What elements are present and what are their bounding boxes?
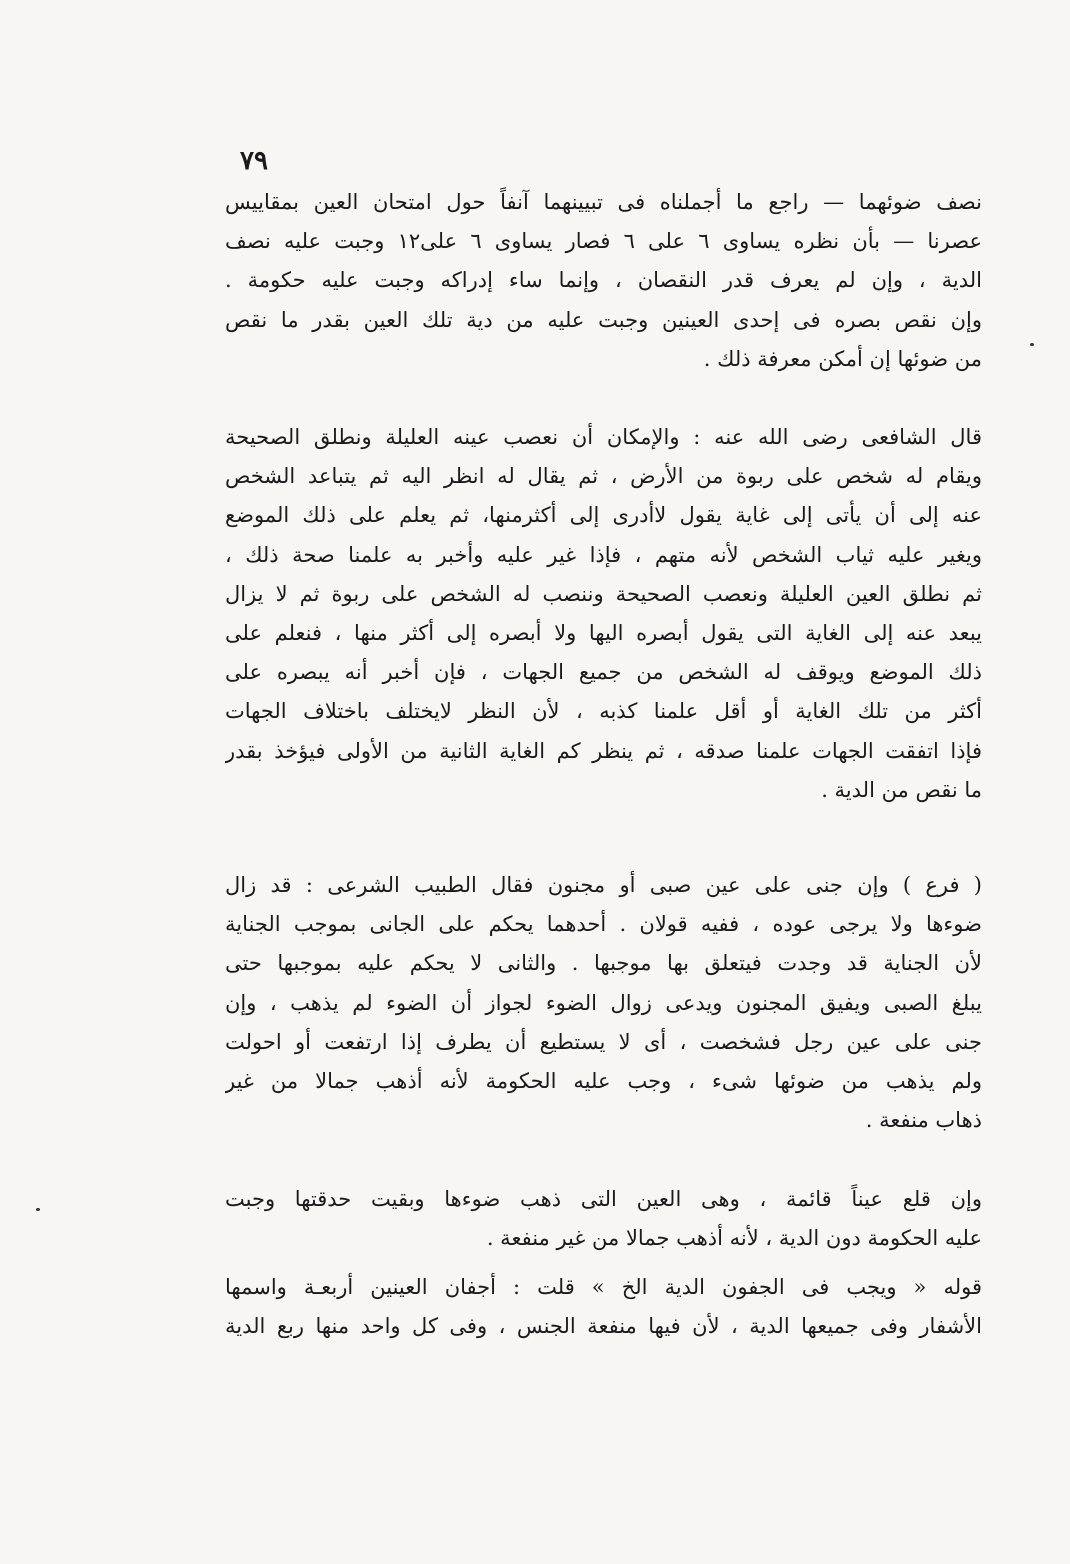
paragraph-2 [225,418,982,810]
text-line: جنى على عين رجل فشخصت ، أى لا يستطيع أن يطرف إذا ارتفعت أو احولت [225,1029,982,1054]
text-line: يبلغ الصبى ويفيق المجنون ويدعى زوال الضوء لجواز أن الضوء لم يذهب ، وإن [225,990,982,1015]
text-line: عنه إلى أن يأتى إلى غاية يقول لاأدرى إلى أكثرمنها، ثم يعلم على ذلك الموضع [225,503,982,528]
paragraph-5 [225,1268,982,1346]
scan-speck [1030,343,1034,346]
text-line: قال الشافعى رضى الله عنه : والإمكان أن نعصب عينه العليلة ونطلق الصحيحة [225,425,982,449]
text-line: ضوءها ولا يرجى عوده ، ففيه قولان . أحدهما يحكم على الجانى بموجب الجناية [225,912,982,937]
text-line: عليه الحكومة دون الدية ، لأنه أذهب جمالا من غير منفعة . [486,1226,982,1251]
text-line: وإن قلع عيناً قائمة ، وهى العين التى ذهب ضوءها وبقيت حدقتها وجبت [225,1187,982,1211]
text-line: الدية ، وإن لم يعرف قدر النقصان ، وإنما ساء إدراكه وجبت عليه حكومة . [225,268,982,293]
paragraph-3 [225,866,982,1140]
text-line: أكثر من تلك الغاية أو أقل علمنا كذبه ، لأن النظر لايختلف باختلاف الجهات [225,699,982,724]
text-line: ويقام له شخص على ربوة من الأرض ، ثم يقال له انظر اليه ثم يتباعد الشخص [225,464,982,489]
text-line: ولم يذهب من ضوئها شىء ، وجب عليه الحكومة لأنه أذهب جمالا من غير [225,1068,982,1093]
text-line: ما نقص من الدية . [821,777,982,802]
page-number: ٧٩ [240,146,268,176]
text-line: الأشفار وفى جميعها الدية ، لأن فيها منفعة الجنس ، وفى كل واحد منها ربع الدية [225,1314,982,1339]
text-line: ذهاب منفعة . [865,1108,982,1133]
text-line: ذلك الموضع ويوقف له الشخص من جميع الجهات ، فإن أخبر أنه يبصره على [225,660,982,685]
text-line: فإذا اتفقت الجهات علمنا صدقه ، ثم ينظر كم الغاية الثانية من الأولى فيؤخذ بقدر [225,738,982,763]
text-line: ( فرع ) وإن جنى على عين صبى أو مجنون فقال الطبيب الشرعى : قد زال [225,873,982,897]
scan-speck [36,1208,40,1211]
text-line: ويغير عليه ثياب الشخص لأنه متهم ، فإذا غير عليه وأخبر به علمنا صحة ذلك ، [225,542,982,567]
text-line: عصرنا — بأن نظره يساوى ٦ على ٦ فصار يساوى ٦ على١٢ وجبت عليه نصف [225,229,982,254]
text-line: نصف ضوئهما — راجع ما أجملناه فى تبيينهما آنفاً حول امتحان العين بمقاييس [225,190,982,214]
paragraph-1 [225,183,982,379]
text-line: ثم نطلق العين العليلة ونعصب الصحيحة وننصب له الشخص على ربوة ثم لا يزال [225,581,982,606]
text-line: من ضوئها إن أمكن معرفة ذلك . [703,346,982,371]
text-line: لأن الجناية قد وجدت فيتعلق بها موجبها . والثانى لا يحكم عليه بموجبها حتى [225,951,982,976]
paragraph-4 [225,1180,982,1258]
text-line: يبعد عنه إلى الغاية التى يقول أبصره اليها ولا أبصره إلى أكثر منها ، فنعلم على [225,620,982,645]
text-line: قوله « ويجب فى الجفون الدية الخ » قلت : أجفان العينين أربعـة واسمها [225,1275,982,1299]
text-line: وإن نقص بصره فى إحدى العينين وجبت عليه من دية تلك العين بقدر ما نقص [225,307,982,332]
